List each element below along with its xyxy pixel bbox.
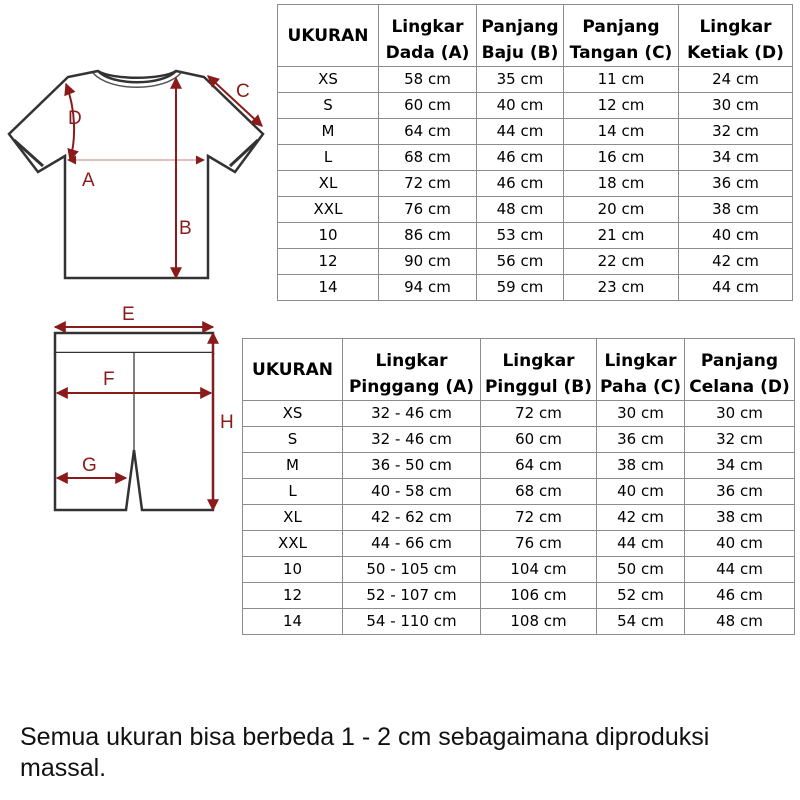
- table-cell: M: [278, 119, 379, 145]
- table-cell: 60 cm: [379, 93, 477, 119]
- header-cell: Panjang Tangan (C): [564, 5, 679, 67]
- table-cell: XS: [278, 67, 379, 93]
- table-cell: 21 cm: [564, 223, 679, 249]
- table-cell: 12: [278, 249, 379, 275]
- table-header-row: [278, 5, 793, 67]
- table-cell: 23 cm: [564, 275, 679, 301]
- table-cell: 44 cm: [597, 531, 685, 557]
- table-cell: M: [243, 453, 343, 479]
- table-cell: 76 cm: [481, 531, 597, 557]
- tshirt-diagram: [0, 60, 275, 300]
- table-cell: 40 - 58 cm: [343, 479, 481, 505]
- table-cell: 20 cm: [564, 197, 679, 223]
- label-c: C: [236, 81, 250, 102]
- table-cell: 36 cm: [685, 479, 795, 505]
- tshirt-drawing: [0, 60, 275, 300]
- table-cell: 18 cm: [564, 171, 679, 197]
- table-cell: 72 cm: [481, 505, 597, 531]
- table-row: [278, 119, 793, 145]
- table-cell: 36 - 50 cm: [343, 453, 481, 479]
- label-e: E: [122, 304, 135, 325]
- table-cell: 40 cm: [597, 479, 685, 505]
- table-cell: 35 cm: [477, 67, 564, 93]
- table-header-row: [243, 339, 795, 401]
- table-cell: 30 cm: [597, 401, 685, 427]
- table-cell: 48 cm: [477, 197, 564, 223]
- table-cell: 50 - 105 cm: [343, 557, 481, 583]
- table-cell: 94 cm: [379, 275, 477, 301]
- table-cell: 42 cm: [679, 249, 793, 275]
- table-cell: 59 cm: [477, 275, 564, 301]
- header-cell: Lingkar Pinggul (B): [481, 339, 597, 401]
- table-cell: XXL: [243, 531, 343, 557]
- table-cell: XL: [278, 171, 379, 197]
- header-cell: Panjang Celana (D): [685, 339, 795, 401]
- table-cell: 108 cm: [481, 609, 597, 635]
- table-cell: 30 cm: [685, 401, 795, 427]
- table-cell: 46 cm: [477, 171, 564, 197]
- table-cell: 68 cm: [379, 145, 477, 171]
- table-cell: 44 cm: [477, 119, 564, 145]
- table-cell: 16 cm: [564, 145, 679, 171]
- table-row: [243, 401, 795, 427]
- table-cell: 54 - 110 cm: [343, 609, 481, 635]
- table-cell: L: [243, 479, 343, 505]
- table-cell: XXL: [278, 197, 379, 223]
- shorts-diagram: [40, 300, 245, 530]
- label-d: D: [68, 108, 82, 129]
- table-cell: 48 cm: [685, 609, 795, 635]
- table-cell: 36 cm: [679, 171, 793, 197]
- table-cell: 60 cm: [481, 427, 597, 453]
- table-cell: 32 - 46 cm: [343, 401, 481, 427]
- table-cell: 46 cm: [685, 583, 795, 609]
- table-cell: 52 cm: [597, 583, 685, 609]
- table-row: [243, 479, 795, 505]
- shirt-size-table: [277, 4, 793, 301]
- table-cell: 42 - 62 cm: [343, 505, 481, 531]
- table-cell: 72 cm: [379, 171, 477, 197]
- table-row: [278, 93, 793, 119]
- table-row: [243, 531, 795, 557]
- header-cell: Lingkar Pinggang (A): [343, 339, 481, 401]
- header-cell: Lingkar Ketiak (D): [679, 5, 793, 67]
- table-row: [278, 223, 793, 249]
- table-cell: 64 cm: [481, 453, 597, 479]
- table-row: [278, 197, 793, 223]
- table-cell: 32 cm: [679, 119, 793, 145]
- shorts-drawing: [40, 300, 245, 530]
- table-cell: 53 cm: [477, 223, 564, 249]
- table-cell: 104 cm: [481, 557, 597, 583]
- table-cell: 50 cm: [597, 557, 685, 583]
- table-cell: 38 cm: [679, 197, 793, 223]
- table-cell: 12: [243, 583, 343, 609]
- table-cell: 106 cm: [481, 583, 597, 609]
- shorts-size-table: [242, 338, 795, 635]
- table-cell: 58 cm: [379, 67, 477, 93]
- header-cell: UKURAN: [243, 339, 343, 401]
- table-cell: 40 cm: [685, 531, 795, 557]
- table-cell: 68 cm: [481, 479, 597, 505]
- table-row: [278, 249, 793, 275]
- table-cell: 44 cm: [685, 557, 795, 583]
- table-cell: 86 cm: [379, 223, 477, 249]
- table-cell: 24 cm: [679, 67, 793, 93]
- table-cell: 14: [278, 275, 379, 301]
- table-cell: 32 - 46 cm: [343, 427, 481, 453]
- table-cell: 10: [278, 223, 379, 249]
- size-tolerance-note: Semua ukuran bisa berbeda 1 - 2 cm sebagaimana diproduksi massal.: [20, 723, 710, 782]
- table-row: [278, 171, 793, 197]
- table-cell: 44 - 66 cm: [343, 531, 481, 557]
- table-cell: S: [243, 427, 343, 453]
- table-cell: 34 cm: [679, 145, 793, 171]
- table-row: [278, 145, 793, 171]
- table-row: [243, 557, 795, 583]
- table-row: [278, 275, 793, 301]
- table-cell: 72 cm: [481, 401, 597, 427]
- table-cell: 38 cm: [685, 505, 795, 531]
- table-row: [243, 609, 795, 635]
- table-cell: 54 cm: [597, 609, 685, 635]
- table-row: [243, 583, 795, 609]
- table-cell: XL: [243, 505, 343, 531]
- table-cell: 40 cm: [477, 93, 564, 119]
- table-row: [243, 505, 795, 531]
- table-cell: XS: [243, 401, 343, 427]
- table-cell: S: [278, 93, 379, 119]
- table-cell: 11 cm: [564, 67, 679, 93]
- table-cell: 40 cm: [679, 223, 793, 249]
- shorts-waistband: [55, 333, 213, 353]
- table-row: [243, 453, 795, 479]
- label-h: H: [220, 412, 234, 433]
- label-f: F: [103, 369, 115, 390]
- table-cell: 36 cm: [597, 427, 685, 453]
- table-cell: 90 cm: [379, 249, 477, 275]
- table-cell: L: [278, 145, 379, 171]
- table-cell: 42 cm: [597, 505, 685, 531]
- label-g: G: [82, 455, 97, 476]
- header-cell: Panjang Baju (B): [477, 5, 564, 67]
- table-cell: 76 cm: [379, 197, 477, 223]
- label-a: A: [82, 170, 95, 191]
- table-cell: 14: [243, 609, 343, 635]
- table-cell: 10: [243, 557, 343, 583]
- table-cell: 38 cm: [597, 453, 685, 479]
- table-cell: 32 cm: [685, 427, 795, 453]
- header-cell: Lingkar Paha (C): [597, 339, 685, 401]
- table-cell: 64 cm: [379, 119, 477, 145]
- table-cell: 14 cm: [564, 119, 679, 145]
- header-cell: UKURAN: [278, 5, 379, 67]
- table-cell: 56 cm: [477, 249, 564, 275]
- table-cell: 34 cm: [685, 453, 795, 479]
- table-cell: 46 cm: [477, 145, 564, 171]
- table-cell: 44 cm: [679, 275, 793, 301]
- table-row: [243, 427, 795, 453]
- table-cell: 12 cm: [564, 93, 679, 119]
- header-cell: Lingkar Dada (A): [379, 5, 477, 67]
- table-cell: 30 cm: [679, 93, 793, 119]
- tshirt-outline: [9, 71, 263, 278]
- table-cell: 22 cm: [564, 249, 679, 275]
- table-row: [278, 67, 793, 93]
- table-cell: 52 - 107 cm: [343, 583, 481, 609]
- label-b: B: [179, 218, 192, 239]
